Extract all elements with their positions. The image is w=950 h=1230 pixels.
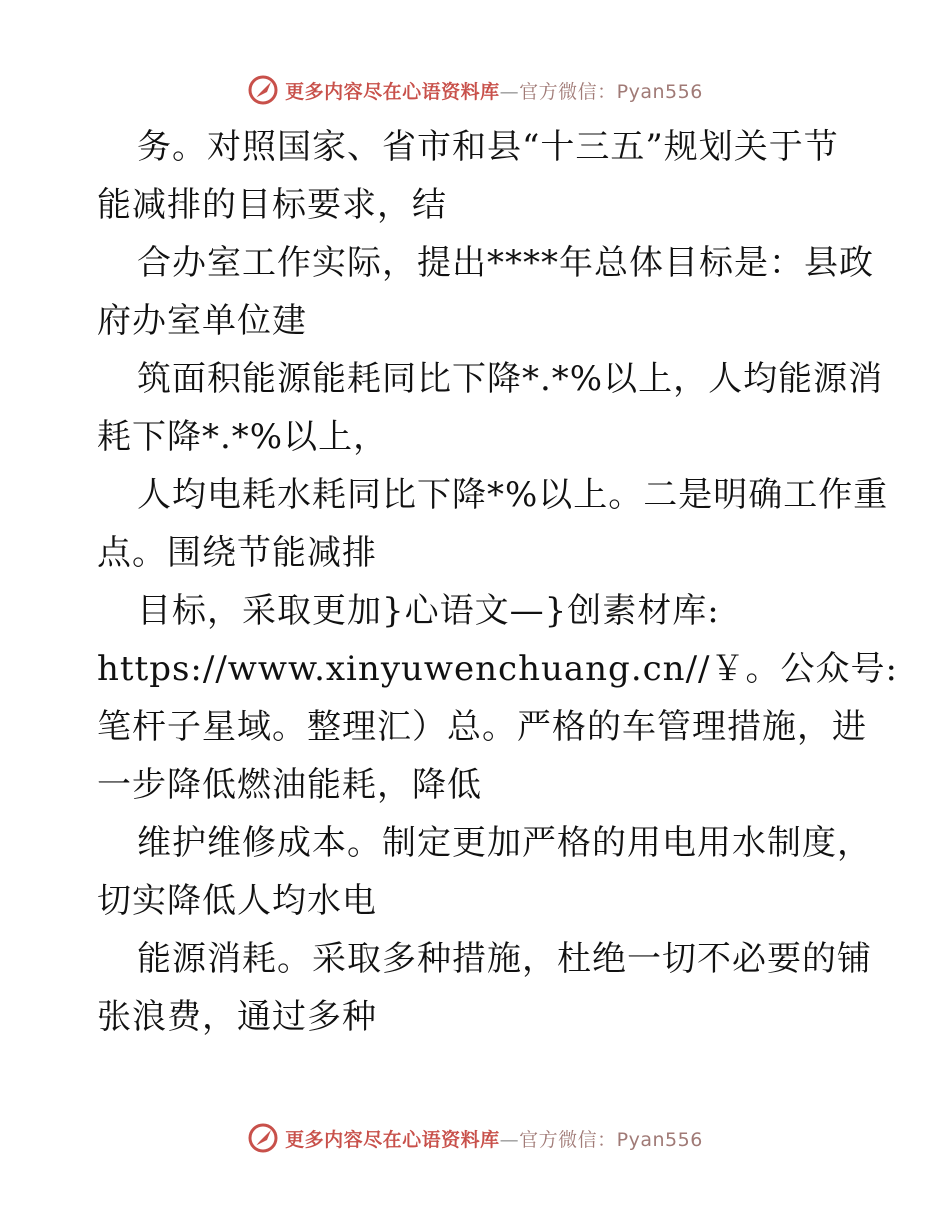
paragraph-line: 府办室单位建 (97, 301, 307, 341)
footer-banner-dash: — (499, 1128, 520, 1151)
paragraph-line: 筑面积能源能耗同比下降*.*%以上，人均能源消 (137, 359, 884, 399)
footer-banner-wechat: 官方微信：Pyan556 (519, 1128, 703, 1151)
paragraph-line: 目标，采取更加}心语文—}创素材库: (137, 591, 720, 631)
paragraph-line: https://www.xinyuwenchuang.cn//￥。公众号: (97, 649, 898, 689)
document-body (97, 118, 898, 1046)
paragraph-line: 维护维修成本。制定更加严格的用电用水制度， (137, 823, 872, 863)
footer-banner (285, 1125, 703, 1152)
paragraph-line: 能源消耗。采取多种措施，杜绝一切不必要的铺 (137, 939, 872, 979)
footer-banner-main: 更多内容尽在心语资料库 (285, 1128, 500, 1151)
header-banner-main: 更多内容尽在心语资料库 (285, 80, 500, 103)
header-banner (285, 77, 703, 104)
paragraph-line: 点。围绕节能减排 (97, 533, 377, 573)
header-banner-wechat: 官方微信：Pyan556 (519, 80, 703, 103)
quill-logo-icon (247, 74, 279, 106)
paragraph-line: 人均电耗水耗同比下降*%以上。二是明确工作重 (137, 475, 889, 515)
paragraph-line: 务。对照国家、省市和县“十三五”规划关于节 (137, 127, 839, 167)
page-header (0, 72, 950, 108)
paragraph-line: 切实降低人均水电 (97, 881, 377, 921)
paragraph-line: 笔杆子星域。整理汇）总。严格的车管理措施，进 (97, 707, 867, 747)
paragraph-line: 能减排的目标要求，结 (97, 185, 447, 225)
paragraph-line: 耗下降*.*%以上， (97, 417, 389, 457)
page-footer (0, 1120, 950, 1156)
paragraph-line: 张浪费，通过多种 (97, 997, 377, 1037)
paragraph-line: 合办室工作实际，提出****年总体目标是：县政 (137, 243, 874, 283)
paragraph-line: 一步降低燃油能耗，降低 (97, 765, 482, 805)
quill-logo-icon (247, 1122, 279, 1154)
header-banner-dash: — (499, 80, 520, 103)
